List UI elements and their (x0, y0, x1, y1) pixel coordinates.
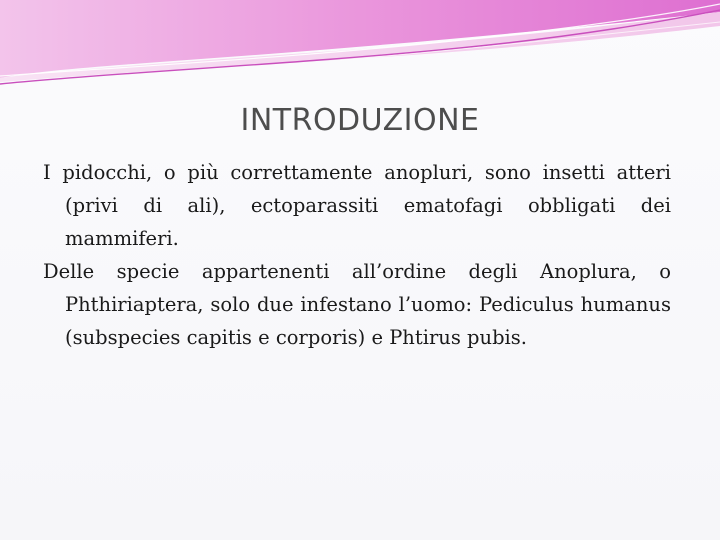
slide-title: INTRODUZIONE (240, 103, 480, 138)
paragraph-2: Delle specie appartenenti all’ordine degli Anoplura, o Phthiriaptera, solo due infestano l’uomo: Pediculus humanus (subspecies capitis e corporis) e Phtirus pubis. (43, 260, 671, 349)
decorative-banner (0, 0, 720, 90)
paragraph-1: I pidocchi, o più correttamente anopluri, sono insetti atteri (privi di ali), ectoparassiti ematofagi obbligati dei mammiferi. (43, 161, 671, 250)
slide-body (43, 156, 671, 354)
